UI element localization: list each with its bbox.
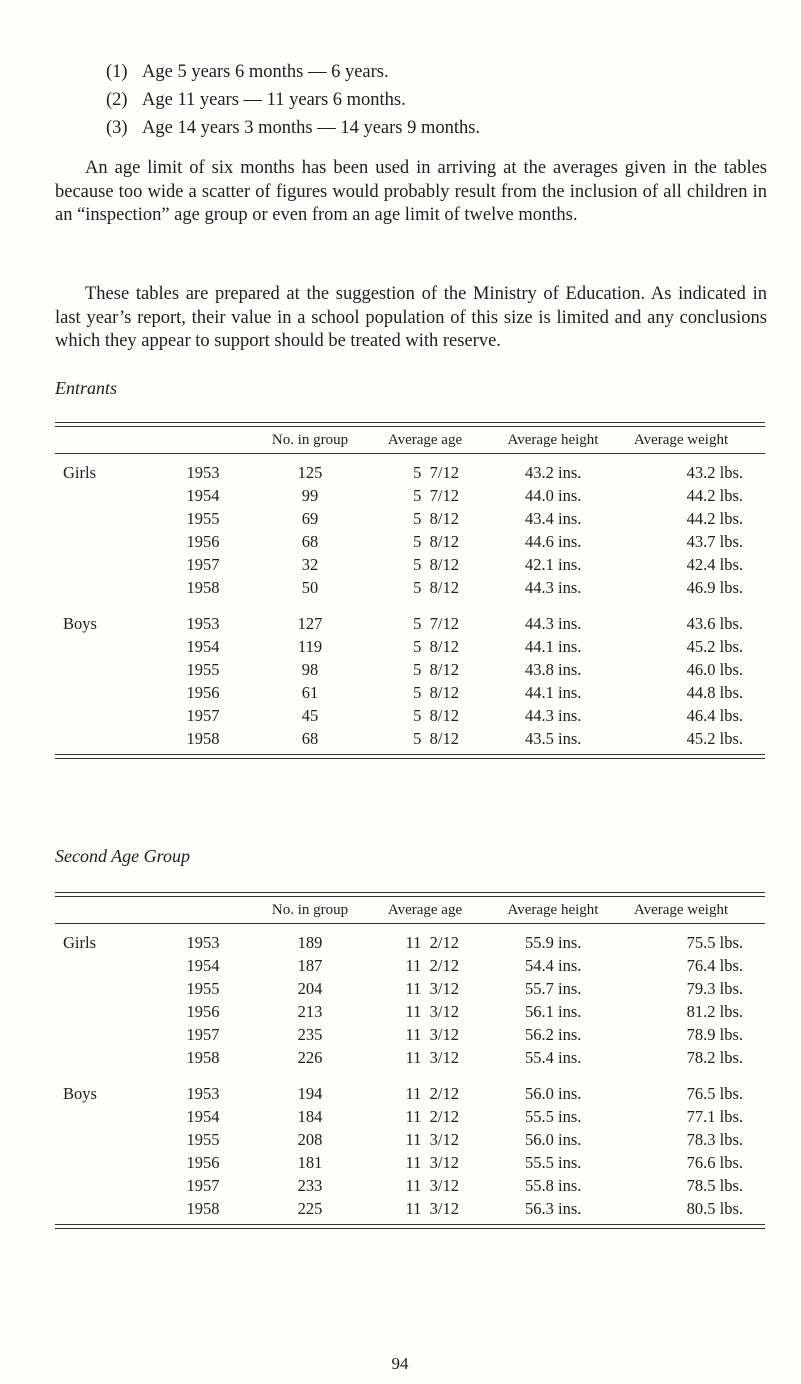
weight-cell: 76.6 lbs. xyxy=(686,1153,743,1172)
age-cell: 5 7/12 xyxy=(413,614,459,633)
table-row xyxy=(55,1174,765,1197)
year-cell: 1953 xyxy=(186,1084,220,1103)
height-cell: 56.2 ins. xyxy=(525,1025,582,1044)
column-header: No. in group xyxy=(271,902,349,918)
sex-label: Boys xyxy=(63,614,97,633)
height-cell: 56.3 ins. xyxy=(525,1199,582,1218)
column-header: Average height xyxy=(507,432,599,448)
table-row xyxy=(55,681,765,704)
table-row xyxy=(55,530,765,553)
table-row xyxy=(55,1046,765,1069)
age-cell: 5 8/12 xyxy=(413,555,459,574)
table-title-entrants: Entrants xyxy=(55,378,118,398)
table-row xyxy=(55,612,765,635)
age-cell: 5 8/12 xyxy=(413,578,459,597)
weight-cell: 78.2 lbs. xyxy=(686,1048,743,1067)
age-cell: 11 2/12 xyxy=(405,1084,459,1103)
table-row xyxy=(55,704,765,727)
group-gap xyxy=(55,1069,765,1082)
age-cell: 11 2/12 xyxy=(405,933,459,952)
count-cell: 127 xyxy=(297,614,323,633)
table-row xyxy=(55,931,765,954)
year-cell: 1957 xyxy=(186,1176,220,1195)
table-row xyxy=(55,1000,765,1023)
count-cell: 225 xyxy=(297,1199,323,1218)
age-cell: 5 8/12 xyxy=(413,509,459,528)
column-header: Average age xyxy=(387,902,463,918)
year-cell: 1956 xyxy=(186,1153,220,1172)
count-cell: 204 xyxy=(297,979,323,998)
year-cell: 1955 xyxy=(186,509,220,528)
table-row xyxy=(55,1023,765,1046)
year-cell: 1958 xyxy=(186,729,220,748)
table-body xyxy=(55,924,765,1224)
weight-cell: 42.4 lbs. xyxy=(686,555,743,574)
weight-cell: 45.2 lbs. xyxy=(686,729,743,748)
age-cell: 5 7/12 xyxy=(413,486,459,505)
height-cell: 54.4 ins. xyxy=(525,956,582,975)
height-cell: 55.9 ins. xyxy=(525,933,582,952)
count-cell: 50 xyxy=(301,578,319,597)
weight-cell: 43.7 lbs. xyxy=(686,532,743,551)
count-cell: 189 xyxy=(297,933,323,952)
weight-cell: 75.5 lbs. xyxy=(686,933,743,952)
table-row xyxy=(55,1128,765,1151)
year-cell: 1957 xyxy=(186,706,220,725)
height-cell: 44.6 ins. xyxy=(525,532,582,551)
count-cell: 99 xyxy=(301,486,319,505)
sex-label: Girls xyxy=(63,933,96,952)
table-row xyxy=(55,1105,765,1128)
height-cell: 56.0 ins. xyxy=(525,1084,582,1103)
count-cell: 213 xyxy=(297,1002,323,1021)
count-cell: 233 xyxy=(297,1176,323,1195)
column-header: No. in group xyxy=(271,432,349,448)
count-cell: 119 xyxy=(297,637,323,656)
year-cell: 1954 xyxy=(186,637,220,656)
year-cell: 1957 xyxy=(186,555,220,574)
height-cell: 56.1 ins. xyxy=(525,1002,582,1021)
age-cell: 11 3/12 xyxy=(405,1130,459,1149)
age-group-item: (2) Age 11 years — 11 years 6 months. xyxy=(106,90,406,110)
table-row xyxy=(55,658,765,681)
year-cell: 1955 xyxy=(186,1130,220,1149)
count-cell: 68 xyxy=(301,729,319,748)
age-cell: 11 3/12 xyxy=(405,1048,459,1067)
height-cell: 44.1 ins. xyxy=(525,683,582,702)
table-row xyxy=(55,977,765,1000)
table-row xyxy=(55,461,765,484)
weight-cell: 46.0 lbs. xyxy=(686,660,743,679)
age-group-item: (3) Age 14 years 3 months — 14 years 9 months. xyxy=(106,118,481,138)
height-cell: 55.5 ins. xyxy=(525,1153,582,1172)
table-row xyxy=(55,507,765,530)
table-row xyxy=(55,635,765,658)
count-cell: 32 xyxy=(301,555,319,574)
height-cell: 43.4 ins. xyxy=(525,509,582,528)
year-cell: 1953 xyxy=(186,614,220,633)
column-header: Average age xyxy=(387,432,463,448)
weight-cell: 44.2 lbs. xyxy=(686,486,743,505)
height-cell: 44.3 ins. xyxy=(525,614,582,633)
table-row xyxy=(55,576,765,599)
table-row xyxy=(55,727,765,750)
weight-cell: 78.9 lbs. xyxy=(686,1025,743,1044)
count-cell: 184 xyxy=(297,1107,323,1126)
age-cell: 11 3/12 xyxy=(405,1153,459,1172)
year-cell: 1957 xyxy=(186,1025,220,1044)
table-row xyxy=(55,1197,765,1220)
height-cell: 42.1 ins. xyxy=(525,555,582,574)
height-cell: 55.5 ins. xyxy=(525,1107,582,1126)
height-cell: 43.2 ins. xyxy=(525,463,582,482)
count-cell: 61 xyxy=(301,683,319,702)
year-cell: 1954 xyxy=(186,486,220,505)
table-row xyxy=(55,954,765,977)
age-cell: 11 3/12 xyxy=(405,1002,459,1021)
entrants-table xyxy=(55,422,765,759)
second-age-group-table xyxy=(55,892,765,1229)
count-cell: 226 xyxy=(297,1048,323,1067)
age-cell: 11 3/12 xyxy=(405,1176,459,1195)
weight-cell: 43.6 lbs. xyxy=(686,614,743,633)
count-cell: 181 xyxy=(297,1153,323,1172)
year-cell: 1958 xyxy=(186,1199,220,1218)
weight-cell: 79.3 lbs. xyxy=(686,979,743,998)
weight-cell: 78.3 lbs. xyxy=(686,1130,743,1149)
count-cell: 187 xyxy=(297,956,323,975)
count-cell: 68 xyxy=(301,532,319,551)
table-row xyxy=(55,1151,765,1174)
weight-cell: 76.4 lbs. xyxy=(686,956,743,975)
year-cell: 1958 xyxy=(186,578,220,597)
height-cell: 44.3 ins. xyxy=(525,706,582,725)
weight-cell: 46.4 lbs. xyxy=(686,706,743,725)
page-number: 94 xyxy=(391,1354,409,1373)
table-row xyxy=(55,1082,765,1105)
age-cell: 5 8/12 xyxy=(413,683,459,702)
weight-cell: 80.5 lbs. xyxy=(686,1199,743,1218)
rule-double-bottom xyxy=(55,1224,765,1229)
weight-cell: 76.5 lbs. xyxy=(686,1084,743,1103)
table-body xyxy=(55,454,765,754)
weight-cell: 43.2 lbs. xyxy=(686,463,743,482)
height-cell: 56.0 ins. xyxy=(525,1130,582,1149)
year-cell: 1955 xyxy=(186,979,220,998)
weight-cell: 78.5 lbs. xyxy=(686,1176,743,1195)
weight-cell: 44.2 lbs. xyxy=(686,509,743,528)
height-cell: 44.1 ins. xyxy=(525,637,582,656)
year-cell: 1953 xyxy=(186,463,220,482)
age-cell: 5 8/12 xyxy=(413,729,459,748)
age-cell: 5 8/12 xyxy=(413,637,459,656)
height-cell: 43.8 ins. xyxy=(525,660,582,679)
height-cell: 44.0 ins. xyxy=(525,486,582,505)
age-cell: 5 8/12 xyxy=(413,532,459,551)
weight-cell: 46.9 lbs. xyxy=(686,578,743,597)
year-cell: 1958 xyxy=(186,1048,220,1067)
year-cell: 1954 xyxy=(186,956,220,975)
weight-cell: 77.1 lbs. xyxy=(686,1107,743,1126)
weight-cell: 45.2 lbs. xyxy=(686,637,743,656)
height-cell: 55.4 ins. xyxy=(525,1048,582,1067)
height-cell: 55.7 ins. xyxy=(525,979,582,998)
year-cell: 1955 xyxy=(186,660,220,679)
paragraph-ministry: These tables are prepared at the suggestion of the Ministry of Education. As indicated in last year’s report, their value in a school population of this size is limited and any conclusions which they appear to support should be treated with reserve. xyxy=(55,284,767,351)
count-cell: 45 xyxy=(301,706,319,725)
column-header: Average weight xyxy=(633,902,729,918)
count-cell: 235 xyxy=(297,1025,323,1044)
height-cell: 55.8 ins. xyxy=(525,1176,582,1195)
column-header: Average height xyxy=(507,902,599,918)
age-cell: 5 7/12 xyxy=(413,463,459,482)
table-row xyxy=(55,484,765,507)
year-cell: 1954 xyxy=(186,1107,220,1126)
height-cell: 44.3 ins. xyxy=(525,578,582,597)
age-cell: 11 3/12 xyxy=(405,1025,459,1044)
weight-cell: 81.2 lbs. xyxy=(686,1002,743,1021)
table-header xyxy=(55,897,765,923)
age-cell: 5 8/12 xyxy=(413,706,459,725)
table-title-second-age-group: Second Age Group xyxy=(55,846,190,866)
count-cell: 125 xyxy=(297,463,323,482)
age-group-list xyxy=(106,58,480,142)
age-cell: 5 8/12 xyxy=(413,660,459,679)
group-gap xyxy=(55,599,765,612)
year-cell: 1956 xyxy=(186,1002,220,1021)
count-cell: 69 xyxy=(301,509,319,528)
weight-cell: 44.8 lbs. xyxy=(686,683,743,702)
year-cell: 1956 xyxy=(186,683,220,702)
year-cell: 1953 xyxy=(186,933,220,952)
paragraph-age-limit: An age limit of six months has been used in arriving at the averages given in the tables because too wide a scatter of figures would probably result from the inclusion of all children in an “inspection” age group or even from an age limit of twelve months. xyxy=(55,158,767,225)
column-header: Average weight xyxy=(633,432,729,448)
height-cell: 43.5 ins. xyxy=(525,729,582,748)
count-cell: 208 xyxy=(297,1130,323,1149)
age-cell: 11 2/12 xyxy=(405,956,459,975)
age-group-item: (1) Age 5 years 6 months — 6 years. xyxy=(106,62,389,82)
age-cell: 11 2/12 xyxy=(405,1107,459,1126)
age-cell: 11 3/12 xyxy=(405,979,459,998)
count-cell: 98 xyxy=(301,660,319,679)
year-cell: 1956 xyxy=(186,532,220,551)
age-cell: 11 3/12 xyxy=(405,1199,459,1218)
sex-label: Boys xyxy=(63,1084,97,1103)
sex-label: Girls xyxy=(63,463,96,482)
table-header xyxy=(55,427,765,453)
table-row xyxy=(55,553,765,576)
count-cell: 194 xyxy=(297,1084,323,1103)
rule-double-bottom xyxy=(55,754,765,759)
